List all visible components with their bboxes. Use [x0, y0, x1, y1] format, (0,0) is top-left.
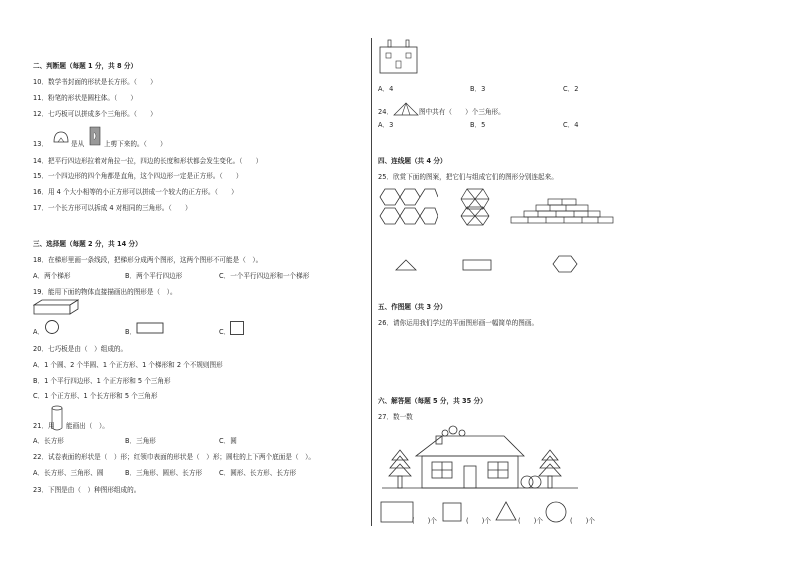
- question-21-option-c: C．圆: [219, 437, 237, 445]
- square-option-figure: [229, 320, 245, 336]
- triangles-figure: [392, 101, 420, 117]
- match-triangle-shape: [394, 258, 418, 272]
- question-19-option-b: B．: [125, 328, 137, 336]
- count-circle-shape: [544, 500, 568, 524]
- count-rectangle-shape: [380, 501, 414, 523]
- cylinder-figure: [50, 404, 64, 432]
- question-15: 15．一个四边形的四个角都是直角，这个四边形一定是正方形。（ ）: [33, 172, 243, 180]
- hexagon-pattern-figure: [378, 187, 438, 227]
- question-20: 20．七巧板是由（ ）组成的。: [33, 345, 128, 353]
- question-19: 19．能用下面的物体直接描画出的图形是（ ）。: [33, 288, 177, 296]
- question-22: 22．试卷表面的形状是（ ）形；红领巾表面的形状是（ ）形；圆柱的上下两个底面是（ ）。: [33, 453, 316, 461]
- match-rectangle-shape: [462, 259, 492, 271]
- count-square-shape: [442, 502, 462, 522]
- question-18-option-c: C．一个平行四边形和一个梯形: [219, 272, 310, 280]
- question-20-option-c: C．1 个正方形、1 个长方形和 5 个三角形: [33, 392, 158, 400]
- question-18-option-b: B．两个平行四边形: [125, 272, 183, 280]
- question-10: 10．数学书封面的形状是长方形。（ ）: [33, 78, 157, 86]
- question-22-option-c: C．圆形、长方形、长方形: [219, 469, 297, 477]
- section-3-heading: 三、选择题（每题 2 分，共 14 分）: [33, 240, 142, 248]
- question-20-option-b: B．1 个平行四边形、1 个正方形和 5 个三角形: [33, 377, 171, 385]
- question-23-option-a: A．4: [378, 85, 394, 93]
- question-22-option-a: A．长方形、三角形、圆: [33, 469, 104, 477]
- paper-sheet-figure: [88, 125, 102, 147]
- question-17: 17．一个长方形可以拆成 4 对相同的三角形。（ ）: [33, 204, 192, 212]
- question-24-number: 24．: [378, 108, 393, 116]
- cuboid-figure: [33, 298, 79, 316]
- count-circle-blank: ( )个: [570, 517, 595, 525]
- column-divider: [371, 38, 372, 526]
- question-13-number: 13．: [33, 140, 48, 148]
- section-4-heading: 四、连线题（共 4 分）: [378, 157, 447, 165]
- count-triangle-blank: ( )个: [518, 517, 543, 525]
- question-27: 27．数一数: [378, 413, 413, 421]
- question-21-number: 21．用: [33, 422, 55, 430]
- count-triangle-shape: [494, 500, 518, 522]
- question-24-text: 图中共有（ ）个三角形。: [419, 108, 505, 116]
- rectangle-option-figure: [136, 322, 164, 334]
- count-rectangle-blank: ( )个: [412, 517, 437, 525]
- question-19-option-a: A．: [33, 328, 45, 336]
- question-21-option-a: A．长方形: [33, 437, 64, 445]
- question-18-option-a: A．两个梯形: [33, 272, 71, 280]
- house-picture-figure: [380, 422, 580, 494]
- triangle-pattern-figure: [460, 187, 490, 227]
- match-hexagon-shape: [551, 254, 579, 274]
- question-24-option-c: C．4: [563, 121, 579, 129]
- section-6-heading: 六、解答题（每题 5 分，共 35 分）: [378, 397, 487, 405]
- question-22-option-b: B．三角形、圆形、长方形: [125, 469, 203, 477]
- question-16: 16．用 4 个大小相等的小正方形可以拼成一个较大的正方形。（ ）: [33, 188, 238, 196]
- count-square-blank: ( )个: [466, 517, 491, 525]
- question-19-option-c: C．: [219, 328, 231, 336]
- cut-shape-figure: [50, 128, 72, 150]
- robot-figure: [378, 38, 420, 74]
- question-21-text: 能画出（ ）。: [66, 422, 109, 430]
- section-5-heading: 五、作图题（共 3 分）: [378, 303, 447, 311]
- brick-pyramid-figure: [510, 195, 614, 225]
- question-14: 14．把平行四边形拉着对角拉一拉，四边的长度和形状都会发生变化。（ ）: [33, 157, 263, 165]
- question-23-option-c: C．2: [563, 85, 579, 93]
- question-13-text-from: 是从: [71, 140, 85, 148]
- question-23: 23．下图是由（ ）种图形组成的。: [33, 486, 141, 494]
- question-18: 18．在梯形里画一条线段，把梯形分成两个图形，这两个图形不可能是（ ）。: [33, 256, 263, 264]
- question-24-option-a: A．3: [378, 121, 394, 129]
- question-12: 12．七巧板可以拼成多个三角形。（ ）: [33, 110, 157, 118]
- question-21-option-b: B．三角形: [125, 437, 156, 445]
- circle-option-figure: [44, 319, 60, 335]
- question-20-option-a: A．1 个圆、2 个半圆、1 个正方形、1 个梯形和 2 个不规则图形: [33, 361, 223, 369]
- section-2-heading: 二、判断题（每题 1 分，共 8 分）: [33, 62, 138, 70]
- question-26: 26．请你运用我们学过的平面图形画一幅简单的图画。: [378, 319, 539, 327]
- question-13-text-cut: 上剪下来的。（ ）: [104, 140, 167, 148]
- question-23-option-b: B．3: [470, 85, 486, 93]
- question-25: 25．欣赏下面的图案，把它们与组成它们的图形分别连起来。: [378, 173, 558, 181]
- question-24-option-b: B．5: [470, 121, 486, 129]
- question-11: 11．粉笔的形状是圆柱体。（ ）: [33, 94, 137, 102]
